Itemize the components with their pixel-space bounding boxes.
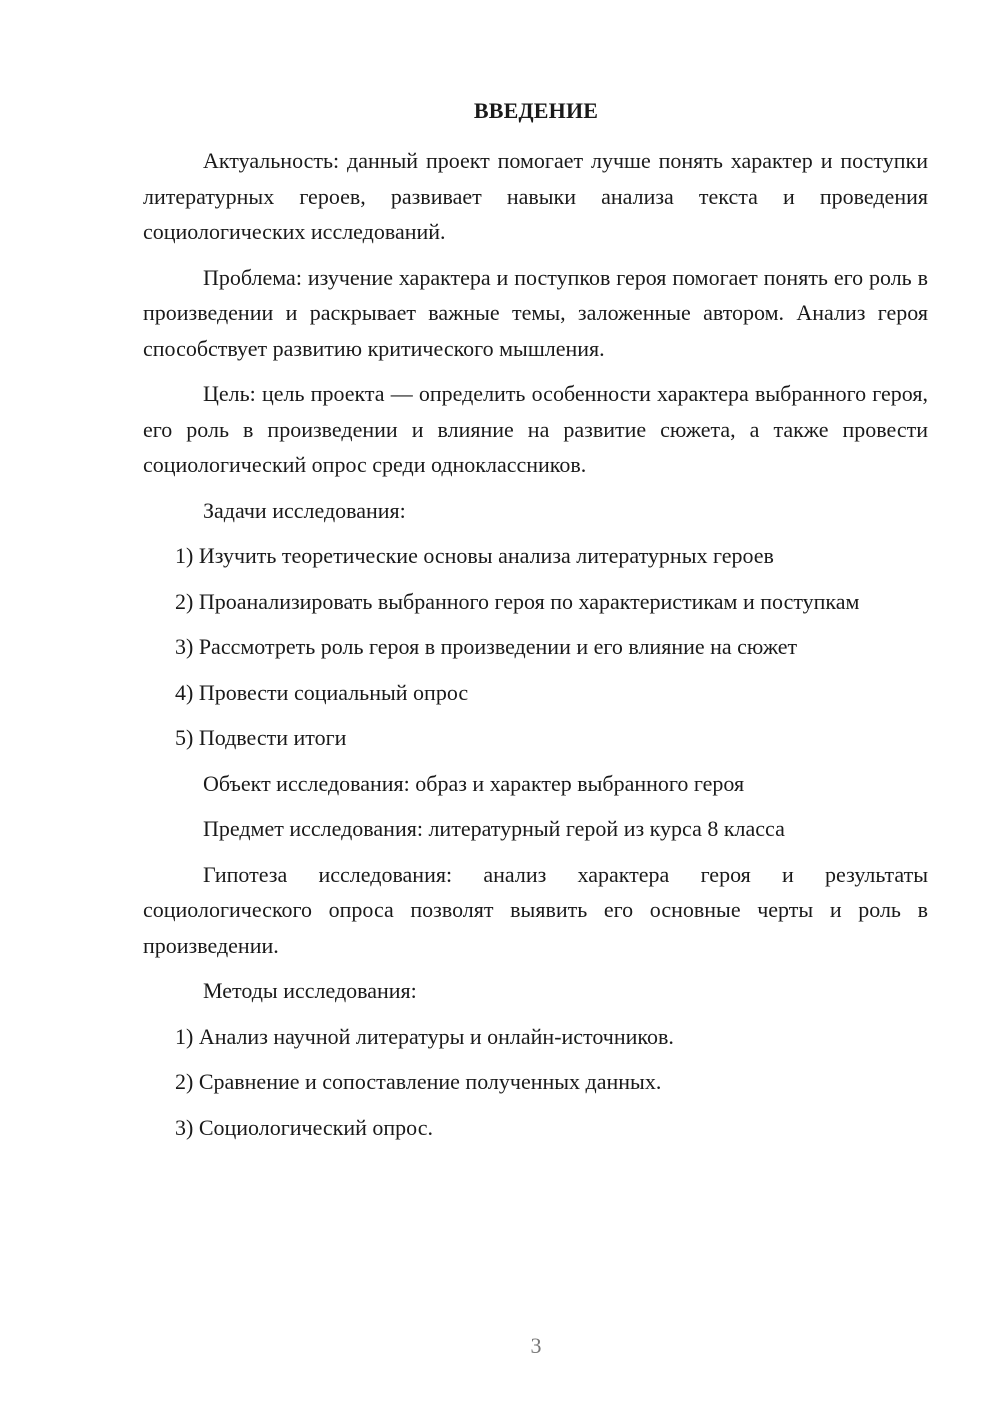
task-item: 5) Подвести итоги <box>175 725 347 750</box>
method-item: 2) Сравнение и сопоставление полученных данных. <box>175 1069 662 1094</box>
document-body <box>143 143 928 1155</box>
task-item: 3) Рассмотреть роль героя в произведении и его влияние на сюжет <box>175 634 798 659</box>
task-item: 4) Провести социальный опрос <box>175 679 469 705</box>
method-item: 3) Социологический опрос. <box>175 1114 433 1140</box>
task-item: 2) Проанализировать выбранного героя по характеристикам и поступкам <box>175 588 860 614</box>
subject-paragraph: Предмет исследования: литературный герой из курса 8 класса <box>203 816 785 841</box>
goal-paragraph: Цель: цель проекта — определить особенности характера выбранного героя, его роль в произведении и влияние на развитие сюжета, а также провести социологический опрос среди одноклассников. <box>143 381 928 477</box>
method-item: 1) Анализ научной литературы и онлайн-источников. <box>175 1023 674 1049</box>
relevance-paragraph: Актуальность: данный проект помогает лучше понять характер и поступки литературных героев, развивает навыки анализа текста и проведения социологических исследований. <box>143 148 928 244</box>
section-heading: ВВЕДЕНИЕ <box>473 98 599 123</box>
object-paragraph: Объект исследования: образ и характер выбранного героя <box>203 770 745 796</box>
methods-title: Методы исследования: <box>203 978 417 1003</box>
page-number: 3 <box>530 1333 542 1358</box>
problem-paragraph: Проблема: изучение характера и поступков героя помогает понять его роль в произведении и раскрывает важные темы, заложенные автором. Анализ героя способствует развитию критического мышления. <box>143 264 928 361</box>
hypothesis-paragraph: Гипотеза исследования: анализ характера героя и результаты социологического опроса позволят выявить его основные черты и роль в произведении. <box>143 861 928 958</box>
tasks-title: Задачи исследования: <box>203 497 406 523</box>
task-item: 1) Изучить теоретические основы анализа литературных героев <box>175 543 774 568</box>
